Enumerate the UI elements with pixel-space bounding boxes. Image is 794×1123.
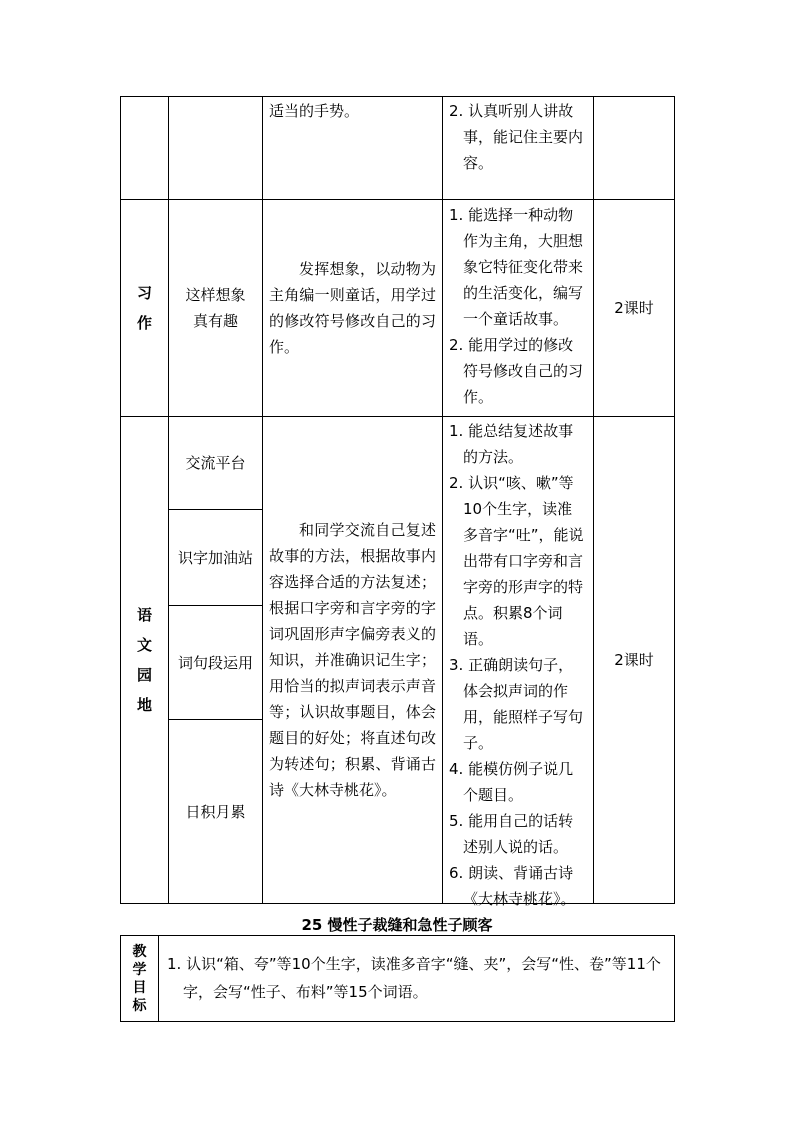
teaching-goal-label: 教 学 目 标 xyxy=(132,943,147,1014)
category-xizuo: 习 作 xyxy=(136,284,152,332)
topic-xizuo: 这样想象真有趣 xyxy=(185,286,246,330)
category-yuwen-yuandi: 语 文 园 地 xyxy=(136,606,152,714)
goals-yuwen-yuandi xyxy=(443,418,593,908)
hours-yuwen-yuandi: 2课时 xyxy=(614,651,654,669)
goals-xizuo xyxy=(443,202,593,416)
hours-xizuo: 2课时 xyxy=(614,299,654,317)
goal-item: 4. 能模仿例子说几个题目。 xyxy=(449,760,574,804)
subtopic-ciju: 词句段运用 xyxy=(177,653,253,672)
lesson-title: 25 慢性子裁缝和急性子顾客 xyxy=(301,916,493,934)
row-continued-goal xyxy=(443,98,593,198)
goal-item: 2. 认真听别人讲故事，能记住主要内容。 xyxy=(449,102,584,172)
goal-item: 3. 正确朗读句子，体会拟声词的作用，能照样子写句子。 xyxy=(449,656,584,752)
subtopic-jilei: 日积月累 xyxy=(185,802,246,821)
goal-item: 1. 能总结复述故事的方法。 xyxy=(449,422,574,466)
content-xizuo: 发挥想象，以动物为主角编一则童话，用学过的修改符号修改自己的习作。 xyxy=(269,260,436,356)
goal-item: 2. 能用学过的修改符号修改自己的习作。 xyxy=(449,336,584,406)
teaching-goal-text: 1. 认识“箱、夸”等10个生字，读准多音字“缝、夹”，会写“性、卷”等11个字，会写“性子、布料”等15个词语。 xyxy=(167,955,661,1001)
content-yuwen-yuandi: 和同学交流自己复述故事的方法，根据故事内容选择合适的方法复述；根据口字旁和言字旁的字词巩固形声字偏旁表义的知识，并准确识记生字；用恰当的拟声词表示声音等；认识故事题目，体会题目的好处；将直述句改为转述句；积累、背诵古诗《大林寺桃花》。 xyxy=(269,521,436,799)
goal-item: 1. 能选择一种动物作为主角，大胆想象它特征变化带来的生活变化，编写一个童话故事。 xyxy=(449,206,584,328)
goal-item: 2. 认识“咳、嗽”等10个生字，读准多音字“吐”，能说出带有口字旁和言字旁的形声字的特点。积累8个词语。 xyxy=(449,474,584,648)
goal-item: 5. 能用自己的话转述别人说的话。 xyxy=(449,812,574,856)
goal-item: 6. 朗读、背诵古诗《大林寺桃花》。 xyxy=(449,864,576,908)
subtopic-shizi: 识字加油站 xyxy=(177,548,253,567)
row-continued-content: 适当的手势。 xyxy=(269,102,360,120)
subtopic-jiaoliu: 交流平台 xyxy=(185,454,246,472)
